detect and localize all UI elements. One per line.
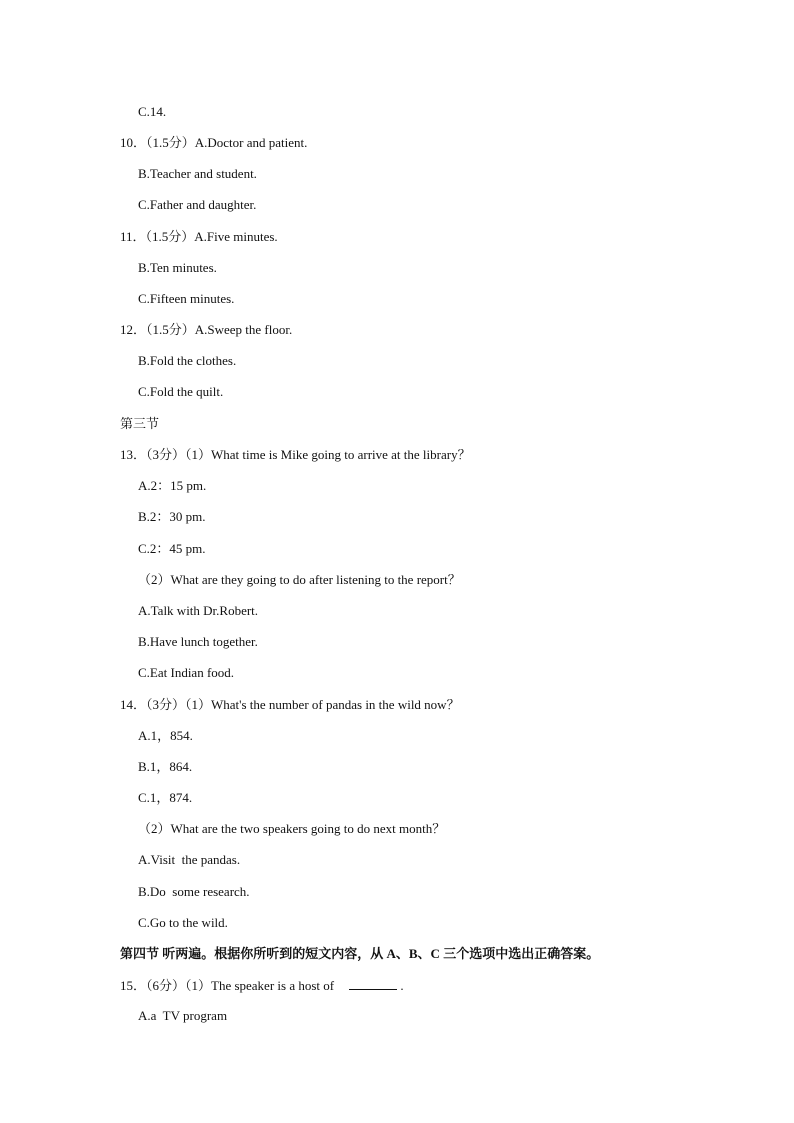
option-b-q13-2: B.Have lunch together. [138,634,258,649]
question-15-text: 15．（6分）（1）The speaker is a host of [120,978,335,993]
option-a-q13-1: A.2：15 pm. [138,478,207,493]
question-15-part-1: 15．（6分）（1）The speaker is a host of . [120,978,404,993]
question-14-part-1: 14．（3分）（1）What's the number of pandas in the wild now？ [120,697,460,712]
option-c-q11: C.Fifteen minutes. [138,291,235,306]
option-a-q14-1: A.1，854. [138,728,193,743]
option-b-q14-1: B.1，864. [138,759,193,774]
option-c-q12: C.Fold the quilt. [138,384,224,399]
option-a-q14-2: A.Visit the pandas. [138,852,241,867]
question-14-part-2: （2）What are the two speakers going to do next month？ [138,821,446,836]
option-b-q10: B.Teacher and student. [138,166,257,181]
section-3-heading: 第三节 [120,416,160,431]
option-c-q10: C.Father and daughter. [138,197,257,212]
question-11: 11．（1.5分）A.Five minutes. [120,229,278,244]
option-b-q14-2: B.Do some research. [138,884,250,899]
answer-blank[interactable] [349,977,397,990]
option-a-q15-1: A.a TV program [138,1008,228,1023]
question-12: 12．（1.5分）A.Sweep the floor. [120,322,293,337]
option-c-q13-2: C.Eat Indian food. [138,665,235,680]
option-c-q14-2: C.Go to the wild. [138,915,228,930]
option-c-q14-1: C.1，874. [138,790,193,805]
option-b-q13-1: B.2：30 pm. [138,509,206,524]
option-b-q12: B.Fold the clothes. [138,353,237,368]
option-b-q11: B.Ten minutes. [138,260,217,275]
question-10: 10．（1.5分）A.Doctor and patient. [120,135,308,150]
option-c-q9: C.14. [138,104,167,119]
question-13-part-1: 13．（3分）（1）What time is Mike going to arrive at the library？ [120,447,471,462]
section-4-heading: 第四节 听两遍。根据你所听到的短文内容，从 A、B、C 三个选项中选出正确答案。 [120,946,600,961]
option-a-q13-2: A.Talk with Dr.Robert. [138,603,259,618]
option-c-q13-1: C.2：45 pm. [138,541,206,556]
question-13-part-2: （2）What are they going to do after listening to the report？ [138,572,461,587]
